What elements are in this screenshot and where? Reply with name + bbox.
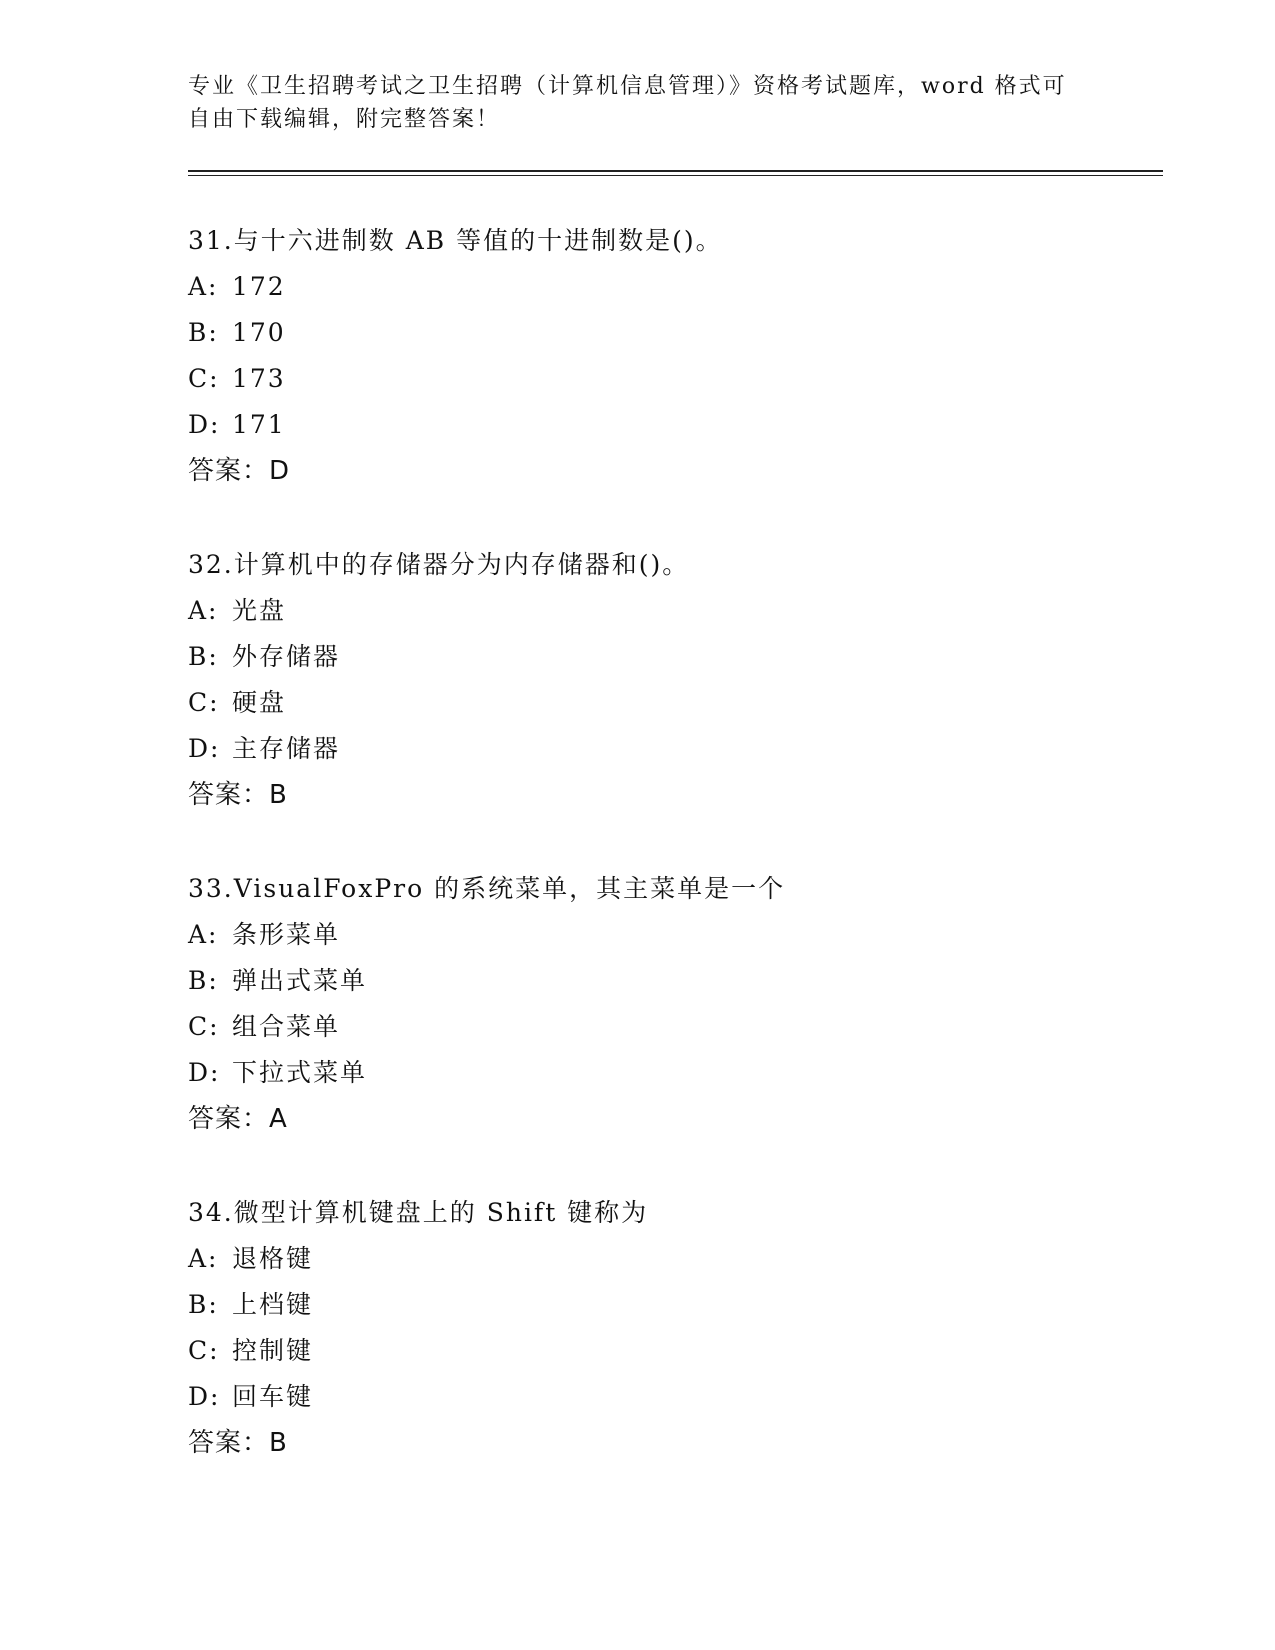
- option-key: B:: [188, 642, 219, 671]
- option-key: B:: [188, 1290, 219, 1319]
- question-text: 微型计算机键盘上的 Shift 键称为: [233, 1198, 649, 1227]
- question-stem: [188, 1190, 1163, 1236]
- option-b: [188, 1282, 1163, 1328]
- answer-line: [188, 1096, 1163, 1142]
- question-31: [188, 218, 1163, 494]
- option-text: 171: [232, 410, 286, 439]
- question-stem: [188, 866, 1163, 912]
- option-c: [188, 356, 1163, 402]
- option-text: 组合菜单: [232, 1012, 341, 1041]
- answer-label: 答案：: [188, 456, 270, 486]
- answer-value: B: [269, 780, 288, 810]
- option-text: 173: [232, 364, 286, 393]
- option-text: 外存储器: [232, 642, 341, 671]
- option-key: B:: [188, 318, 219, 347]
- option-key: C:: [188, 1336, 220, 1365]
- option-a: [188, 1236, 1163, 1282]
- option-text: 下拉式菜单: [232, 1058, 368, 1087]
- answer-line: [188, 772, 1163, 818]
- question-stem: [188, 218, 1163, 264]
- option-c: [188, 680, 1163, 726]
- option-c: [188, 1004, 1163, 1050]
- option-c: [188, 1328, 1163, 1374]
- option-d: [188, 1050, 1163, 1096]
- option-key: B:: [188, 966, 219, 995]
- header-divider: [188, 170, 1163, 176]
- option-text: 上档键: [232, 1290, 314, 1319]
- question-stem: [188, 542, 1163, 588]
- option-key: D:: [188, 734, 221, 763]
- question-number: 32.: [188, 550, 234, 579]
- option-d: [188, 402, 1163, 448]
- option-b: [188, 310, 1163, 356]
- option-text: 主存储器: [232, 734, 341, 763]
- option-text: 光盘: [232, 596, 287, 625]
- answer-value: A: [269, 1104, 288, 1134]
- answer-label: 答案：: [188, 780, 270, 810]
- option-text: 回车键: [232, 1382, 314, 1411]
- question-number: 34.: [188, 1198, 234, 1227]
- option-key: C:: [188, 364, 220, 393]
- question-text: VisualFoxPro 的系统菜单，其主菜单是一个: [233, 874, 786, 903]
- option-key: A:: [188, 1244, 219, 1273]
- option-a: [188, 588, 1163, 634]
- option-text: 退格键: [232, 1244, 314, 1273]
- question-number: 33.: [188, 874, 234, 903]
- option-text: 硬盘: [232, 688, 287, 717]
- option-text: 条形菜单: [232, 920, 341, 949]
- answer-line: [188, 448, 1163, 494]
- answer-label: 答案：: [188, 1428, 270, 1458]
- option-key: D:: [188, 1058, 221, 1087]
- option-key: C:: [188, 1012, 220, 1041]
- question-number: 31.: [188, 226, 234, 255]
- answer-value: B: [269, 1428, 288, 1458]
- option-key: A:: [188, 596, 219, 625]
- option-text: 弹出式菜单: [232, 966, 368, 995]
- option-text: 控制键: [232, 1336, 314, 1365]
- answer-value: D: [269, 456, 291, 486]
- document-header: 专业《卫生招聘考试之卫生招聘（计算机信息管理）》资格考试题库，word 格式可自由下载编辑，附完整答案！: [188, 74, 1067, 132]
- option-key: C:: [188, 688, 220, 717]
- question-32: [188, 542, 1163, 818]
- question-text: 与十六进制数 AB 等值的十进制数是()。: [233, 226, 723, 255]
- option-d: [188, 726, 1163, 772]
- answer-line: [188, 1420, 1163, 1466]
- option-key: D:: [188, 410, 221, 439]
- question-34: [188, 1190, 1163, 1466]
- option-b: [188, 958, 1163, 1004]
- option-text: 172: [232, 272, 286, 301]
- option-text: 170: [232, 318, 286, 347]
- option-key: A:: [188, 272, 219, 301]
- option-key: A:: [188, 920, 219, 949]
- question-list: [188, 218, 1163, 1466]
- question-33: [188, 866, 1163, 1142]
- option-b: [188, 634, 1163, 680]
- document-page: [188, 70, 1163, 1514]
- answer-label: 答案：: [188, 1104, 270, 1134]
- option-a: [188, 264, 1163, 310]
- question-text: 计算机中的存储器分为内存储器和()。: [233, 550, 690, 579]
- option-a: [188, 912, 1163, 958]
- option-key: D:: [188, 1382, 221, 1411]
- option-d: [188, 1374, 1163, 1420]
